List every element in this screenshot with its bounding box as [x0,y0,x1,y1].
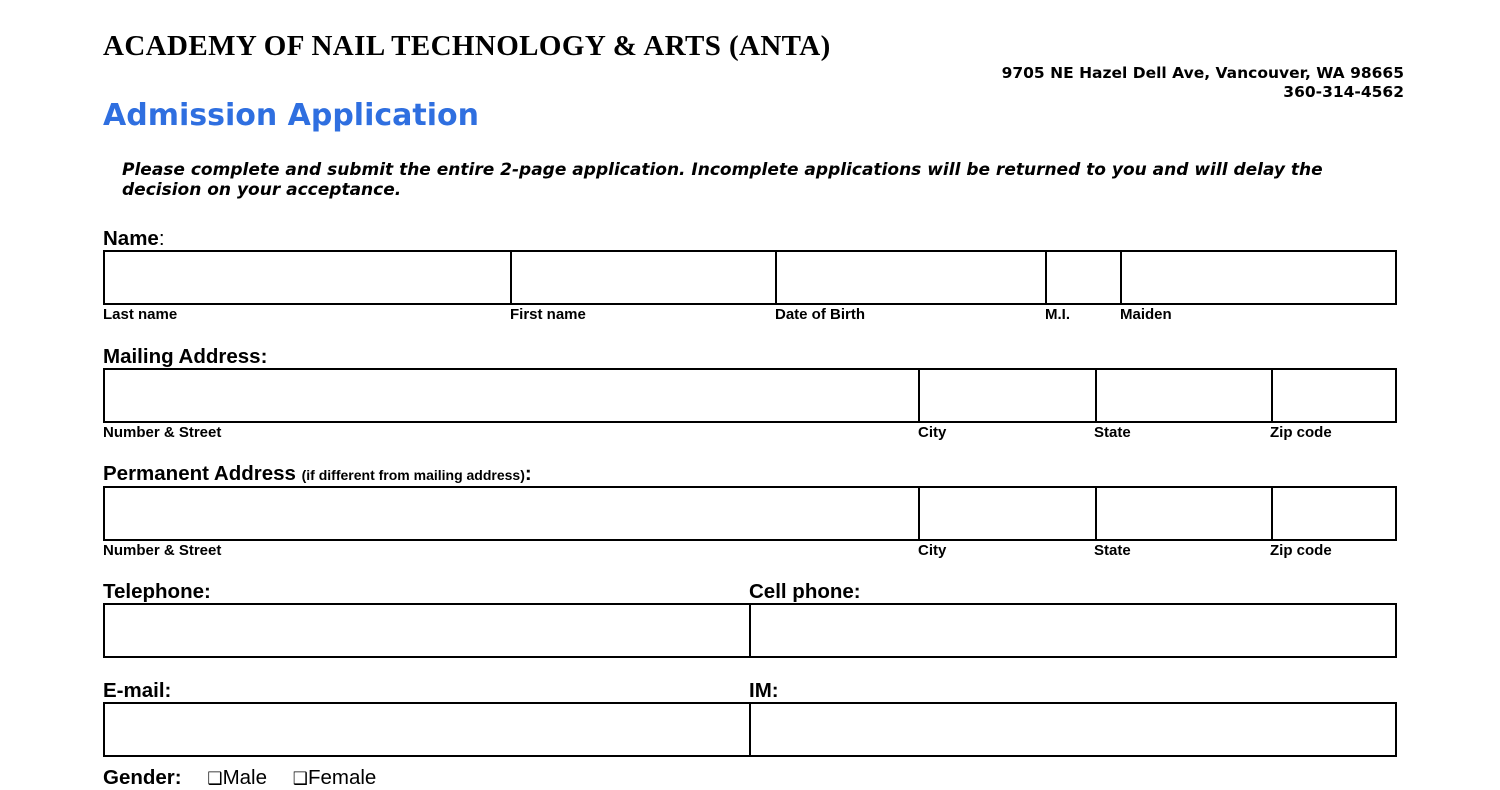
permanent-address-note: (if different from mailing address) [301,467,525,483]
first-name-input[interactable] [512,252,777,303]
permanent-address-heading: Permanent Address (if different from mailing address): [103,462,532,485]
gender-option-female[interactable]: ❑Female [292,766,377,789]
mailing-state-input[interactable] [1097,370,1273,421]
telephone-input[interactable] [105,605,751,656]
name-heading: Name: [103,227,165,250]
email-input[interactable] [105,704,751,755]
cell-phone-label: Cell phone: [749,580,861,603]
permanent-city-input[interactable] [920,488,1097,539]
middle-initial-label: M.I. [1045,306,1070,323]
permanent-state-label: State [1094,542,1131,559]
mailing-address-row [103,368,1397,423]
gender-row [103,766,396,790]
checkbox-icon[interactable]: ❑ [292,769,308,789]
mailing-street-label: Number & Street [103,424,222,441]
email-row [103,702,1397,757]
phone-row [103,603,1397,658]
permanent-street-input[interactable] [105,488,920,539]
mailing-city-label: City [918,424,947,441]
permanent-address-row [103,486,1397,541]
date-of-birth-input[interactable] [777,252,1047,303]
mailing-state-label: State [1094,424,1131,441]
permanent-state-input[interactable] [1097,488,1273,539]
name-fields-row [103,250,1397,305]
date-of-birth-label: Date of Birth [775,306,865,323]
mailing-zip-label: Zip code [1270,424,1332,441]
school-contact [1002,64,1404,102]
mailing-city-input[interactable] [920,370,1097,421]
school-phone: 360-314-4562 [1283,83,1404,101]
email-label: E-mail: [103,679,172,702]
last-name-input[interactable] [105,252,512,303]
telephone-label: Telephone: [103,580,211,603]
cell-phone-input[interactable] [751,605,1395,656]
middle-initial-input[interactable] [1047,252,1122,303]
instructions: Please complete and submit the entire 2-page application. Incomplete applications will be returned to you and will delay the decision on your acceptance. [122,160,1323,200]
permanent-zip-label: Zip code [1270,542,1332,559]
mailing-address-heading: Mailing Address: [103,345,268,368]
page-title: Admission Application [103,98,479,133]
maiden-name-input[interactable] [1122,252,1395,303]
last-name-label: Last name [103,306,178,323]
school-name: ACADEMY OF NAIL TECHNOLOGY & ARTS (ANTA) [103,30,831,62]
permanent-street-label: Number & Street [103,542,222,559]
im-input[interactable] [751,704,1395,755]
school-address: 9705 NE Hazel Dell Ave, Vancouver, WA 98665 [1001,64,1404,82]
im-label: IM: [749,679,779,702]
gender-option-male[interactable]: ❑Male [207,766,267,789]
checkbox-icon[interactable]: ❑ [207,769,223,789]
gender-label: Gender: [103,766,182,789]
maiden-name-label: Maiden [1120,306,1172,323]
mailing-street-input[interactable] [105,370,920,421]
permanent-zip-input[interactable] [1273,488,1395,539]
permanent-city-label: City [918,542,947,559]
first-name-label: First name [510,306,586,323]
mailing-zip-input[interactable] [1273,370,1395,421]
